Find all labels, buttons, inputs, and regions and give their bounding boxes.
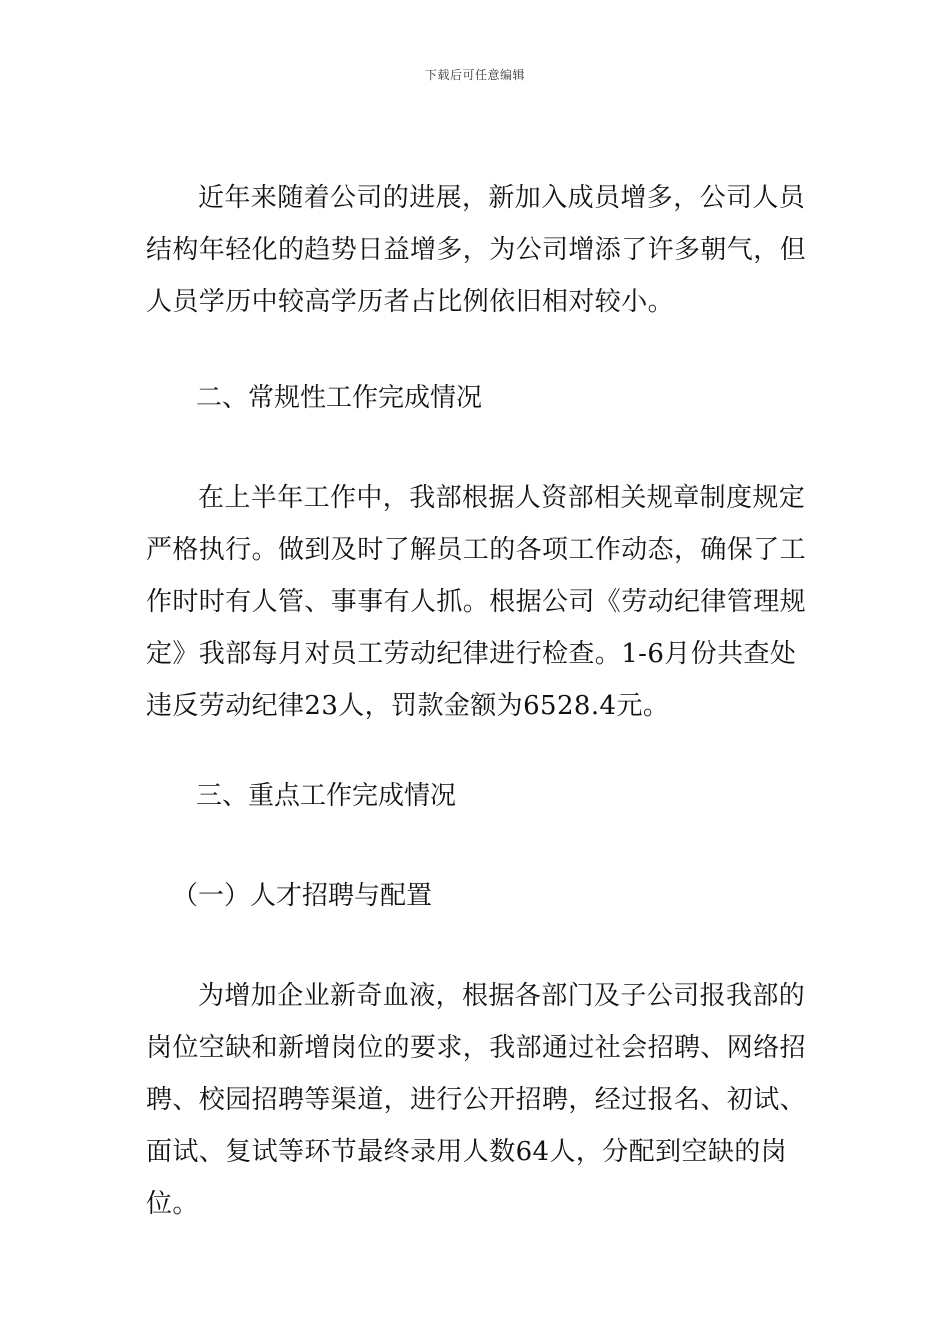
section-heading-key-work: 三、重点工作完成情况	[196, 781, 457, 811]
paragraph-personnel-structure: 近年来随着公司的进展，新加入成员增多，公司人员结构年轻化的趋势日益增多，为公司增添了许多朝气，但人员学历中较高学历者占比例依旧相对较小。	[146, 183, 807, 317]
paragraph-routine-work: 在上半年工作中，我部根据人资部相关规章制度规定严格执行。做到及时了解员工的各项工作动态，确保了工作时时有人管、事事有人抓。根据公司《劳动纪律管理规定》我部每月对员工劳动纪律进行检查。1-6月份共查处违反劳动纪律23人，罚款金额为6528.4元。	[146, 483, 807, 721]
page-header: 下载后可任意编辑	[424, 68, 525, 82]
subsection-heading-recruitment: （一）人才招聘与配置	[172, 881, 433, 911]
section-heading-routine-work: 二、常规性工作完成情况	[196, 383, 483, 413]
paragraph-recruitment: 为增加企业新奇血液，根据各部门及子公司报我部的岗位空缺和新增岗位的要求，我部通过社会招聘、网络招聘、校园招聘等渠道，进行公开招聘，经过报名、初试、面试、复试等环节最终录用人数64人，分配到空缺的岗位。	[146, 981, 807, 1219]
